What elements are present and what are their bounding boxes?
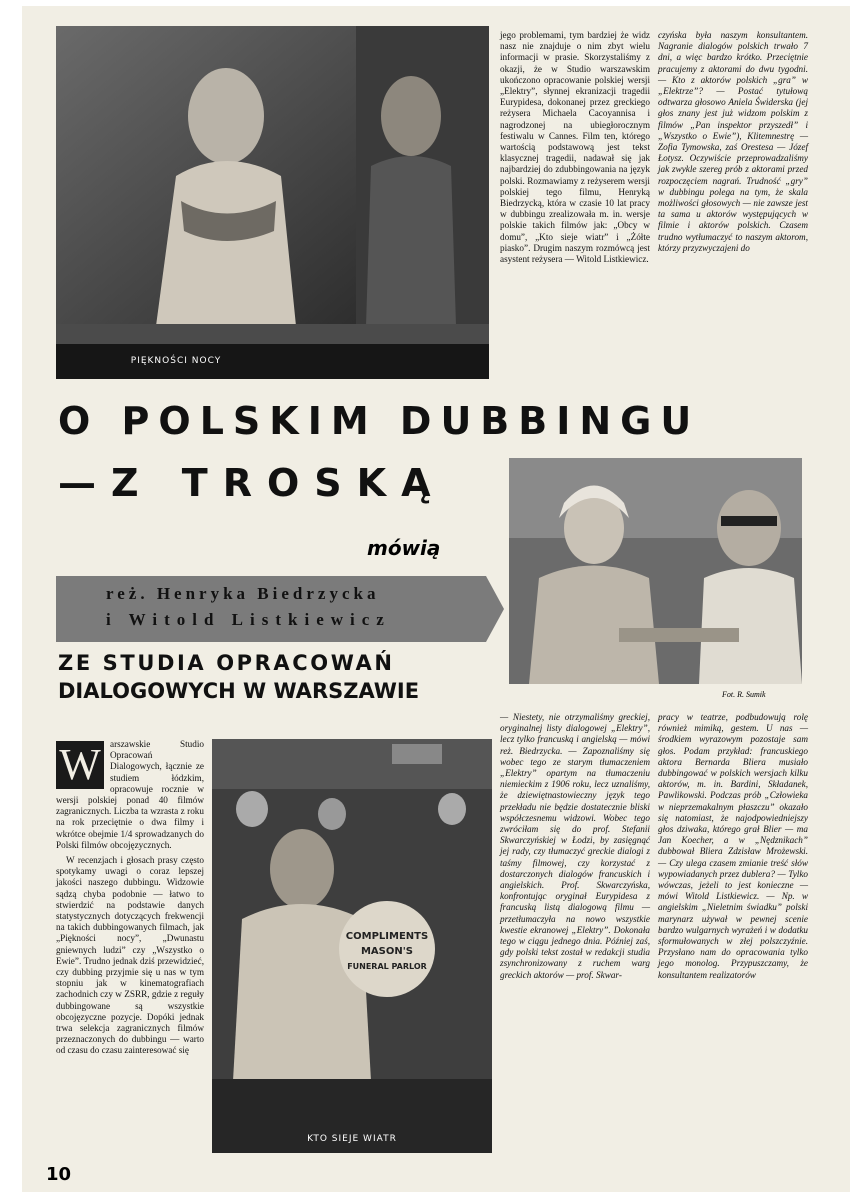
interviewees-image — [509, 458, 802, 684]
photo-pieknosci-nocy — [56, 26, 489, 379]
svg-text:FUNERAL PARLOR: FUNERAL PARLOR — [347, 962, 427, 971]
article-paragraph: W recenzjach i głosach prasy często spotykamy uwagi o coraz lepszej jakości naszego dubbingu. Widzowie sądzą chyba podobnie — łatwo to stwierdzić na podstawie danych statystycznych dotyczących frekwencji na takich dubbingowanych filmach, jak „Piękności nocy”, „Dwunastu gniewnych ludzi” czy „Wszystko o Ewie”. Trudno jednak dziś przewidzieć, czy dubbing przyjmie się u nas w tym stopniu jak w kinematografiach zachodnich czy w ZSRR, gdzie z reguły dubbingowane są wszystkie obcojęzyczne pozycje. Dopóki jednak trwa selekcja zagranicznych filmów przeznaczonych do dubbingu — warto od czasu do czasu zainteresować się — [56, 855, 204, 1056]
article-column-bottom-right: pracy w teatrze, podbudowują rolę również mimiką, gestem. U nas — środkiem wyrazowym pozostaje sam głos. Podam przykład: francuskiego aktora Bernarda Bliera musiało dubbingować w polskich wersjach kilku aktorów, m. in. Bardini, Składanek, Pawlikowski. Podczas prób „Człowieka w nieprzemakalnym płaszczu” okazało się natomiast, że najodpowiedniejszy głos dziwaka, którego grał Blier — ma Jan Koecher, a w „Nędznikach” dubbował Bliera Zdzisław Mrożewski. — Czy ulega czasem zmianie treść słów wypowiadanych przez dublera? — Tylko wówczas, jeżeli to jest konieczne — mówi Witold Listkiewicz. — Np. w angielskim „Nieletnim świadku” polski marynarz używał w pewnej scenie bardzo wulgarnych wyrażeń i w dodatku sformułowanych w złej polszczyźnie. Przysłano nam do opracowania tylko jego monolog. Przypuszczamy, że konsultantem realizatorów — [658, 712, 808, 980]
article-column-top-middle: jego problemami, tym bardziej że widz nasz nie znajduje o nim zbyt wielu informacji w prasie. Skorzystaliśmy z okazji, że w Studio warszawskim ukończono opracowanie polskiej wersji „Elektry”, słynnej ekranizacji tragedii Eurypidesa, dokonanej przez greckiego reżysera Michaela Cacoyannisa i nagrodzonej na ubiegłorocznym festiwalu w Cannes. Film ten, którego wartością podstawową jest tekst klasycznej tragedii, nadawał się jak najbardziej do zdubbingowania na język polski. Rozmawiamy z reżyserem wersji polskiej tego filmu, Henryką Biedrzycką, która w czasie 10 lat pracy w dubbingu zrealizowała m. in. wersje polskie takich filmów jak: „Obcy w domu”, „Kto sieje wiatr” i „Żółte piasko”. Drugim naszym rozmówcą jest asystent reżysera — Witold Listkiewicz. — [500, 30, 650, 265]
magazine-page — [22, 6, 850, 1192]
headline-line-2: —Z TROSKĄ — [58, 461, 446, 505]
svg-text:MASON'S: MASON'S — [360, 946, 414, 957]
article-column-bottom-middle: — Niestety, nie otrzymaliśmy greckiej, oryginalnej listy dialogowej „Elektry”, lecz tylko francuską i angielską — mówi reż. Biedrzycka. — Zapoznaliśmy się wobec tego ze starym tłumaczeniem „Elektry” opartym na tłumaczeniu niemieckim z 1906 roku, lecz uznaliśmy, że dziewiętnastowieczny język tego przekładu nie będzie dostatecznie bliski współczesnemu widzowi. Wobec tego zwróciłam się do prof. Stefanii Skwarczyńskiej w Łodzi, by zasięgnąć jej rady, czy tłumaczyć greckie dialogi z taśmy filmowej, czy korzystać z dostarczonych dialogów francuskich i angielskich. Prof. Skwarczyńska, konfrontując oryginał Eurypidesa z francuską listą dialogową filmu — przetłumaczyła na nowo wszystkie kwestie ekranowej „Elektry”. Dokonała tego w ciągu jednego dnia. Później zaś, gdy polski tekst został w redakcji studia zsynchronizowany z ruchem warg greckich aktorów — prof. Skwar- — [500, 712, 650, 980]
byline-names-line-1: reż. Henryka Biedrzycka — [106, 584, 380, 603]
courtroom-scene-image — [212, 739, 492, 1153]
studio-line-1: ZE STUDIA OPRACOWAŃ — [58, 651, 395, 675]
studio-line-2: DIALOGOWYCH W WARSZAWIE — [58, 679, 420, 703]
photo-credit: Fot. R. Sumik — [722, 690, 766, 699]
dropcap-letter: W — [59, 740, 101, 789]
photo-caption: PIĘKNOŚCI NOCY — [130, 356, 222, 366]
dancer-scene-image — [56, 26, 489, 379]
photo-caption: KTO SIEJE WIATR — [307, 1134, 397, 1144]
dropcap-box — [56, 741, 104, 789]
page-number: 10 — [46, 1164, 72, 1185]
article-lead-paragraph: arszawskie Studio Opracowań Dialogowych, łącznie ze studiem łódzkim, opracowuje rocznie w wersji polskiej ponad 40 filmów zagranicznych. Liczba ta wzrasta z roku na rok przeciętnie o dwa filmy i wkrótce obejmie 1/4 sprowadzanych do Polski filmów obcojęzycznych. — [56, 739, 204, 850]
byline-banner — [56, 576, 504, 642]
byline-intro: mówią — [367, 536, 441, 560]
article-column-left — [56, 739, 204, 1179]
article-column-top-right: czyńska była naszym konsultantem. Nagranie dialogów polskich trwało 7 dni, a więc bardzo krótko. Przeciętnie pracujemy z aktorami do dwu tygodni. — Kto z aktorów polskich „gra” w „Elektrze”? — Postać tytułową odtwarza głosowo Aniela Świderska (jej głos znany jest już widzom polskim z filmów „Pan inspektor przyszedł” i „Wszystko o Ewie”), Klitemnestrę — Zofia Tymowska, zaś Orestesa — Józef Łotysz. Oczywiście przeprowadzaliśmy jak zwykle szereg prób z aktorami przed rozpoczęciem nagrań. Trudność „gry” w dubbingu polega na tym, że skala możliwości głosowych — nie zawsze jest ta sama u aktorów występujących w filmie i aktorów polskich. Czasem trudno wytłumaczyć to naszym aktorom, którzy przyzwyczajeni do — [658, 30, 808, 253]
photo-interviewees — [509, 458, 802, 684]
headline-line-1: O POLSKIM DUBBINGU — [58, 399, 701, 443]
photo-kto-sieje-wiatr — [212, 739, 492, 1153]
svg-text:COMPLIMENTS: COMPLIMENTS — [345, 931, 429, 942]
byline-names-line-2: i Witold Listkiewicz — [106, 610, 391, 629]
